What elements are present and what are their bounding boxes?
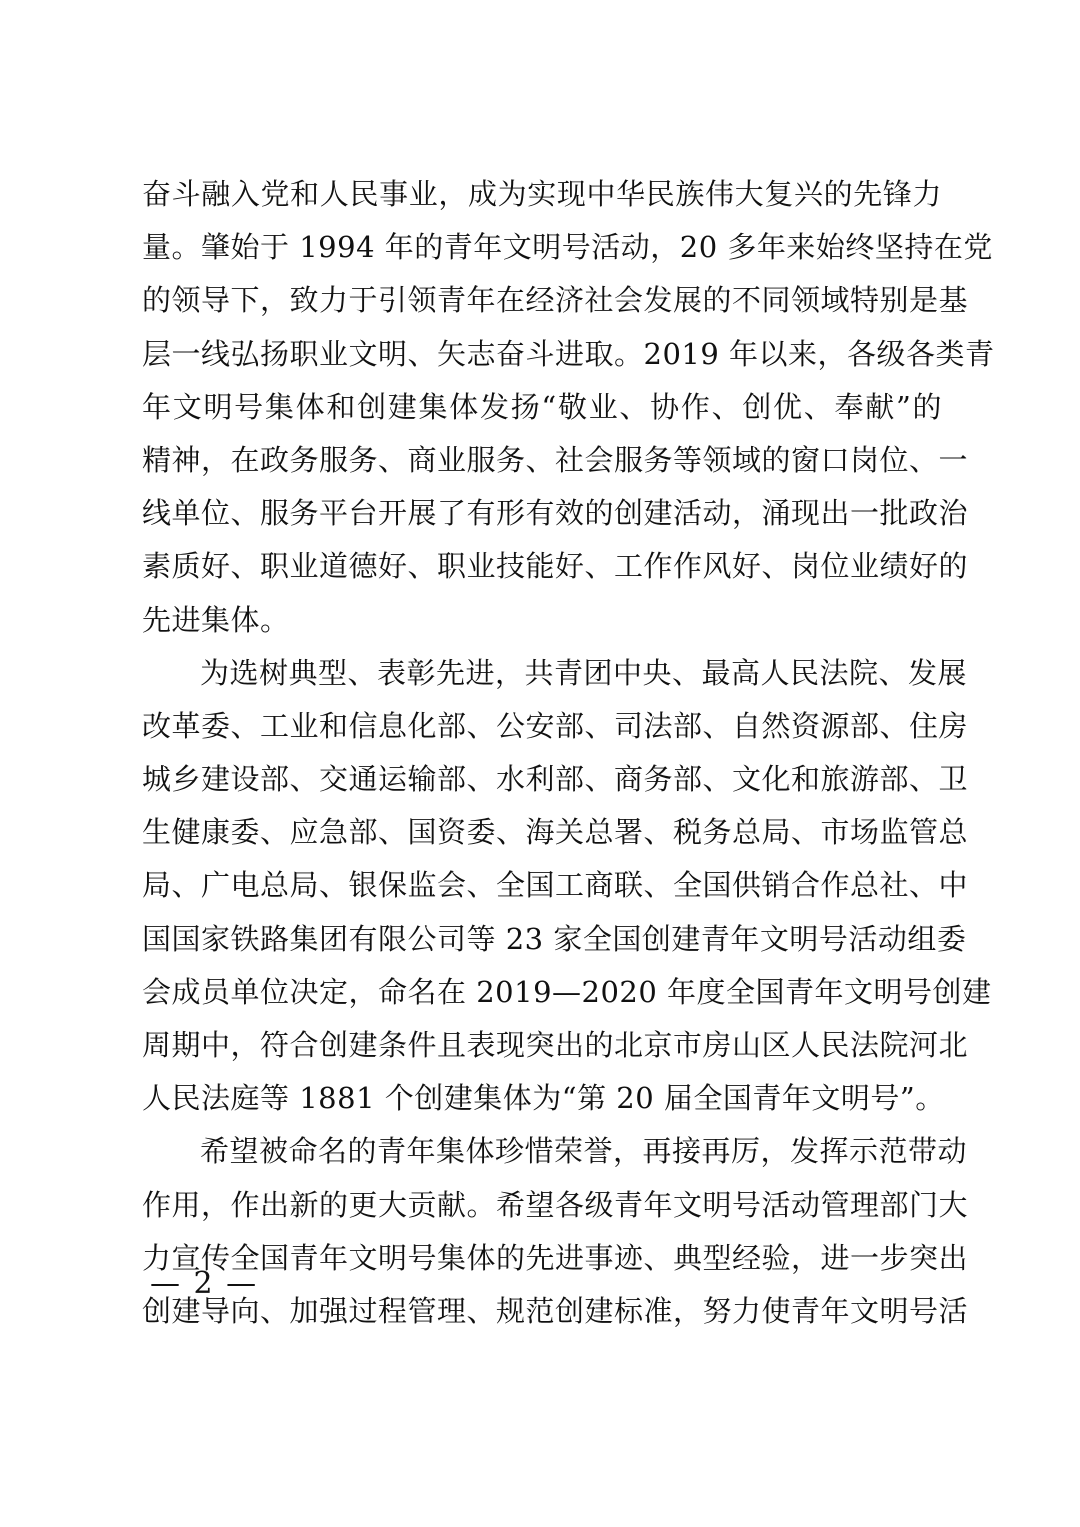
text-line: 改革委、工业和信息化部、公安部、司法部、自然资源部、住房	[142, 708, 969, 743]
text-line: 局、广电总局、银保监会、全国工商联、全国供销合作总社、中	[142, 868, 969, 903]
text-line: 线单位、服务平台开展了有形有效的创建活动，涌现出一批政治	[142, 496, 969, 531]
text-line: 人民法庭等 1881 个创建集体为“第 20 届全国青年文明号”。	[142, 1081, 945, 1116]
paragraph-1	[142, 168, 995, 647]
paragraph-3	[142, 1125, 969, 1338]
page-number: — 2 —	[150, 1266, 259, 1301]
paragraph-2	[142, 647, 992, 1126]
text-line: 周期中，符合创建条件且表现突出的北京市房山区人民法院河北	[142, 1028, 969, 1062]
text-line: 力宣传全国青年文明号集体的先进事迹、典型经验，进一步突出	[142, 1240, 969, 1275]
text-line: 为选树典型、表彰先进，共青团中央、最高人民法院、发展	[200, 655, 968, 690]
text-line: 层一线弘扬职业文明、矢志奋斗进取。2019 年以来，各级各类青	[142, 336, 995, 371]
text-line: 作用，作出新的更大贡献。希望各级青年文明号活动管理部门大	[142, 1187, 969, 1222]
text-line: 生健康委、应急部、国资委、海关总署、税务总局、市场监管总	[142, 815, 969, 850]
text-line: 奋斗融入党和人民事业，成为实现中华民族伟大复兴的先锋力	[142, 177, 942, 211]
text-line: 精神，在政务服务、商业服务、社会服务等领域的窗口岗位、一	[142, 442, 969, 477]
text-line: 的领导下，致力于引领青年在经济社会发展的不同领域特别是基	[142, 283, 969, 318]
document-body	[142, 168, 995, 1338]
text-line: 素质好、职业道德好、职业技能好、工作作风好、岗位业绩好的	[142, 549, 969, 584]
text-line: 希望被命名的青年集体珍惜荣誉，再接再厉，发挥示范带动	[200, 1134, 968, 1169]
text-line: 先进集体。	[142, 602, 290, 637]
text-line: 国国家铁路集团有限公司等 23 家全国创建青年文明号活动组委	[142, 921, 967, 956]
text-line: 年文明号集体和创建集体发扬“敬业、协作、创优、奉献”的	[142, 389, 942, 424]
text-line: 城乡建设部、交通运输部、水利部、商务部、文化和旅游部、卫	[142, 762, 969, 797]
text-line: 创建导向、加强过程管理、规范创建标准，努力使青年文明号活	[142, 1293, 969, 1328]
text-line: 量。肇始于 1994 年的青年文明号活动，20 多年来始终坚持在党	[142, 230, 993, 265]
text-line: 会成员单位决定，命名在 2019—2020 年度全国青年文明号创建	[142, 974, 992, 1009]
